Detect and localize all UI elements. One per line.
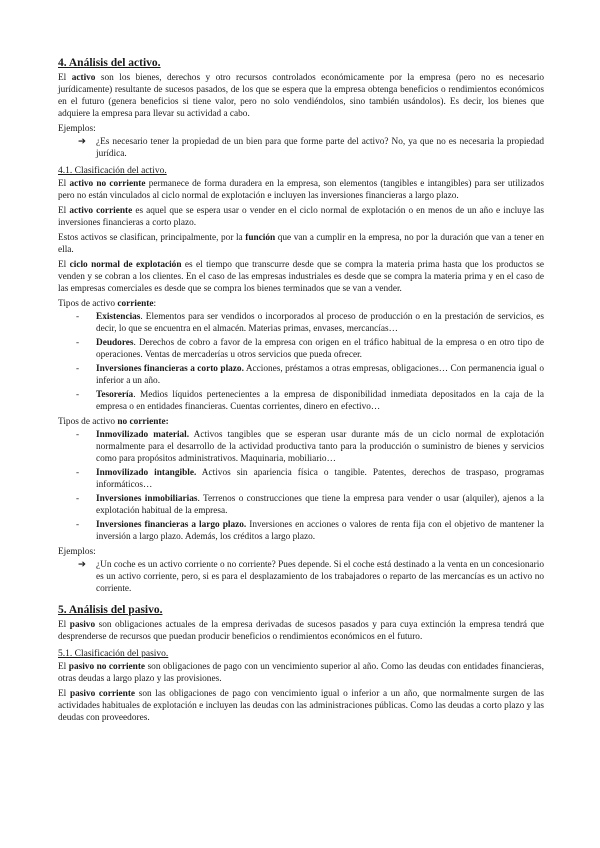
list-item [58, 363, 544, 387]
examples-list-2 [58, 559, 544, 595]
ciclo-explotacion-paragraph [58, 259, 544, 295]
bold-term: corriente [117, 299, 154, 309]
tipos-no-corriente-label [58, 416, 544, 428]
section-5-title: 5. Análisis del pasivo. [58, 604, 163, 616]
text-run: : [153, 299, 157, 309]
text-run: . Elementos para ser vendidos o incorporados al proceso de producción o en la prestación de servicios, es decir, lo que se encuentra en el almacén. Materias primas, envases, mercancías… [96, 312, 544, 334]
text-run: . Medios líquidos pertenecientes a la empresa de disponibilidad inmediata depositados en la caja de la empresa o en entidades financieras. Cuentas corrientes, dinero en efectivo… [96, 390, 544, 412]
text-run: permanece de forma duradera en la empresa, son elementos (tangibles e intangibles) para ser utilizados pero no están vinculados al ciclo normal de explotación e incluyen las inversiones financieras a largo plazo. [58, 179, 544, 201]
text-run: Acciones, préstamos a otras empresas, obligaciones… Con permanencia igual o inferior a un año. [96, 364, 544, 386]
text-run: Tipos de activo [58, 299, 118, 309]
bold-term: no corriente: [117, 417, 169, 427]
text-run: Inversiones en acciones o valores de renta fija con el objetivo de mantener la inversión a largo plazo. Además, los créditos a largo plazo. [96, 520, 545, 542]
list-item [58, 519, 544, 543]
arrow-icon: ➔ [78, 137, 86, 147]
dash-bullet: - [76, 494, 80, 504]
text-run: El [58, 620, 70, 630]
bold-term: activo corriente [69, 206, 133, 216]
bold-term: Tesorería [96, 390, 134, 400]
dash-bullet: - [76, 312, 80, 322]
bold-term: Deudores [96, 338, 134, 348]
funcion-paragraph [58, 232, 544, 256]
activo-definition [58, 72, 544, 120]
example-text: ¿Un coche es un activo corriente o no corriente? Pues depende. Si el coche está destinado a la venta en un concesionario es un activo corriente, pero, si es para el desplazamiento de los trabajadores o reparto de las mercancías es un activo no corriente. [96, 560, 544, 594]
activo-corriente-paragraph [58, 205, 544, 229]
text-run: El [58, 206, 70, 216]
arrow-icon: ➔ [78, 560, 86, 570]
bold-term: Inmovilizado material. [96, 430, 190, 440]
list-item [58, 467, 544, 491]
list-item [58, 136, 544, 160]
pasivo-corriente-paragraph [58, 688, 544, 724]
text-run: que van a cumplir en la empresa, no por la duración que van a tener en ella. [58, 233, 544, 255]
bold-term: Inversiones financieras a corto plazo. [96, 364, 244, 374]
document-page [58, 57, 544, 727]
list-item [58, 337, 544, 361]
dash-bullet: - [76, 468, 80, 478]
bold-term: activo [71, 73, 96, 83]
bold-term: Inmovilizado intangible. [96, 468, 197, 478]
subsection-4-1-title: 4.1. Clasificación del activo. [58, 166, 167, 176]
corriente-types-list [58, 311, 544, 413]
example-text: ¿Es necesario tener la propiedad de un bien para que forme parte del activo? No, ya que no es necesaria la propiedad jurídica. [96, 137, 544, 159]
text-run: Activos sin apariencia física o tangible. Patentes, derechos de traspaso, programas informáticos… [96, 468, 545, 490]
text-run: Tipos de activo [58, 417, 118, 427]
dash-bullet: - [76, 390, 80, 400]
section-4-title: 4. Análisis del activo. [58, 57, 161, 69]
examples-list [58, 136, 544, 160]
text-run: son los bienes, derechos y otro recursos controlados económicamente por la empresa (pero no es necesario jurídicamente) resultante de sucesos pasados, de los que se espera que la empresa obtenga beneficios o rendimientos económicos en el futuro (genera beneficios si tiene valor, pero no solo vendiéndolos, sino también usándolos). Es decir, los bienes que adquiere la empresa para llevar su actividad a cabo. [58, 73, 544, 119]
tipos-corriente-label [58, 298, 544, 310]
text-run: son obligaciones actuales de la empresa derivadas de sucesos pasados y para cuya extinción la empresa tendrá que desprenderse de recursos que puedan producir beneficios o rendimientos económicos en el futuro. [58, 620, 544, 642]
bold-term: activo no corriente [69, 179, 146, 189]
bold-term: Existencias [96, 312, 141, 322]
examples-label-2: Ejemplos: [58, 547, 96, 557]
text-run: El [58, 689, 70, 699]
bold-term: pasivo [69, 620, 96, 630]
pasivo-no-corriente-paragraph [58, 661, 544, 685]
text-run: es el tiempo que transcurre desde que se compra la materia prima hasta que los productos se venden y se cobran a los clientes. En el caso de las empresas industriales es desde que se compra la materia prima y en el caso de las empresas comerciales es desde que se compra los bienes terminados que se van a vender. [58, 260, 544, 294]
text-run: El [58, 662, 69, 672]
text-run: Estos activos se clasifican, principalmente, por la [58, 233, 246, 243]
list-item [58, 493, 544, 517]
list-item [58, 429, 544, 465]
dash-bullet: - [76, 338, 80, 348]
dash-bullet: - [76, 364, 80, 374]
text-run: . Derechos de cobro a favor de la empresa con origen en el tráfico habitual de la empresa o en otro tipo de operaciones. Ventas de mercaderías u otros servicios que pueda ofrecer. [96, 338, 544, 360]
bold-term: Inversiones inmobiliarias [96, 494, 198, 504]
no-corriente-types-list [58, 429, 544, 543]
bold-term: pasivo no corriente [68, 662, 146, 672]
text-run: . Terrenos o construcciones que tiene la empresa para vender o usar (alquiler), ajenos a la explotación habitual de la empresa. [96, 494, 545, 516]
text-run: es aquel que se espera usar o vender en el ciclo normal de explotación o en menos de un año e incluye las inversiones financieras a corto plazo. [58, 206, 544, 228]
text-run: Activos tangibles que se esperan usar durante más de un ciclo normal de explotación normalmente para el desarrollo de la actividad productiva tanto para la producción o suministro de bienes y servicios como para propósitos administrativos. Maquinaria, mobiliario… [96, 430, 544, 464]
activo-no-corriente-paragraph [58, 178, 544, 202]
subsection-5-1-title: 5.1. Clasificación del pasivo. [58, 649, 169, 659]
dash-bullet: - [76, 520, 80, 530]
examples-label: Ejemplos: [58, 124, 96, 134]
list-item [58, 389, 544, 413]
text-run: El [58, 179, 70, 189]
text-run: son las obligaciones de pago con vencimiento igual o inferior a un año, que normalmente surgen de las actividades habituales de explotación e incluyen las deudas con las administraciones públicas. Como las deudas a corto plazo y las deudas con proveedores. [58, 689, 544, 723]
text-run: El [58, 73, 72, 83]
pasivo-definition [58, 619, 544, 643]
text-run: El [58, 260, 70, 270]
bold-term: ciclo normal de explotación [69, 260, 182, 270]
bold-term: pasivo corriente [69, 689, 136, 699]
list-item [58, 559, 544, 595]
dash-bullet: - [76, 430, 80, 440]
bold-term: función [245, 233, 276, 243]
text-run: son obligaciones de pago con un vencimiento superior al año. Como las deudas con entidades financieras, otras deudas a largo plazo y las provisiones. [58, 662, 544, 684]
bold-term: Inversiones financieras a largo plazo. [96, 520, 247, 530]
list-item [58, 311, 544, 335]
